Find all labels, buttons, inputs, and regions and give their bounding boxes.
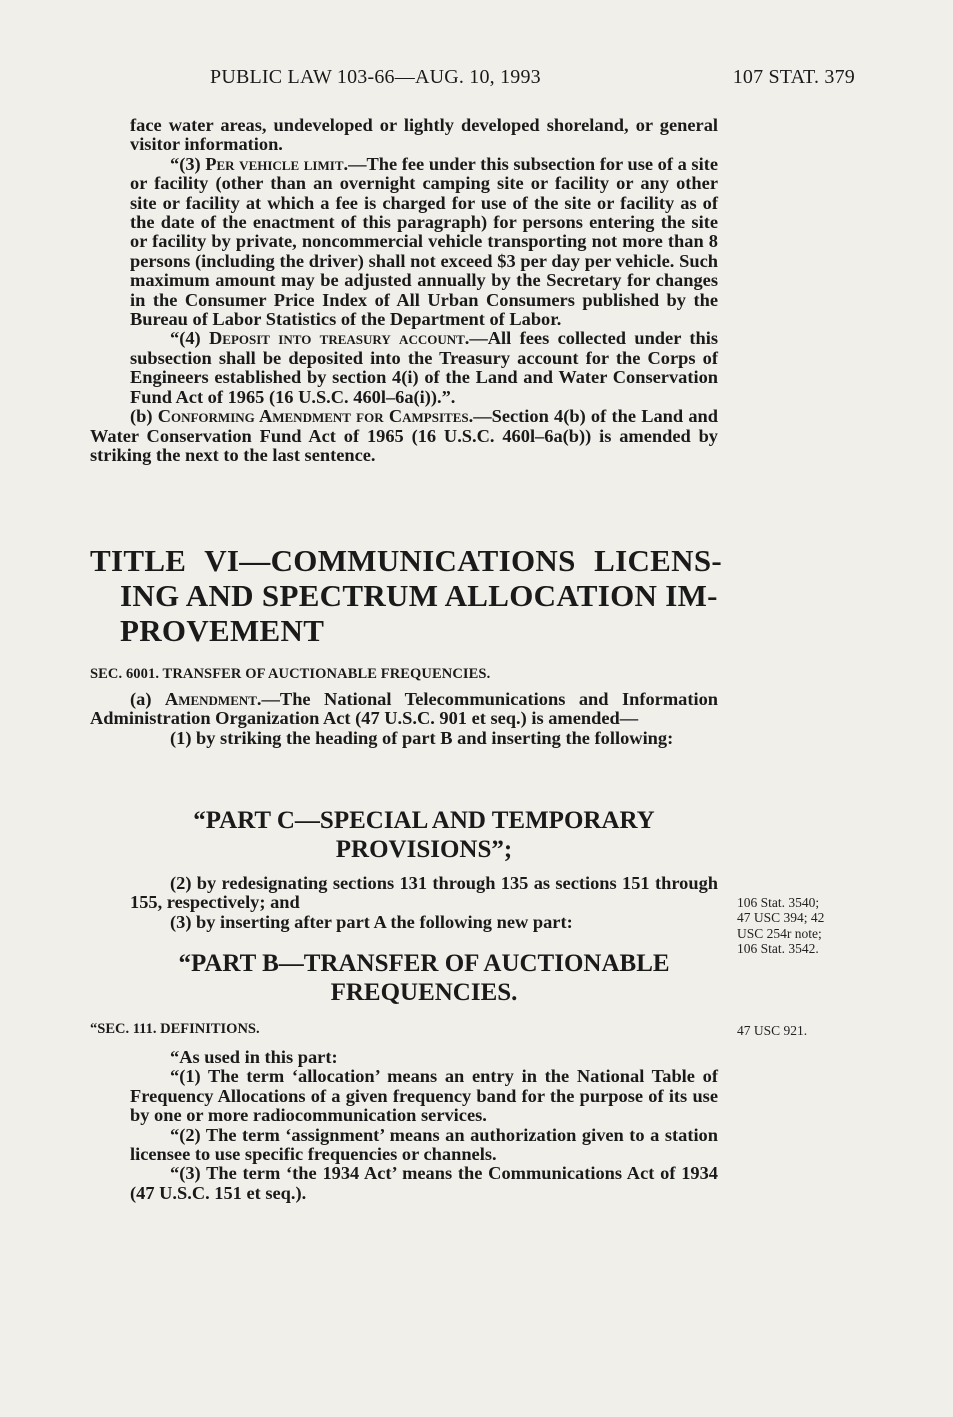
section-111-heading: “SEC. 111. DEFINITIONS. [90, 1021, 260, 1037]
definitions-intro: “As used in this part: [170, 1047, 338, 1067]
title-line: ING AND SPECTRUM ALLOCATION IM- [120, 578, 718, 613]
margin-note-citations: 106 Stat. 3540; 47 USC 394; 42 USC 254r note; 106 Stat. 3542. [737, 895, 825, 957]
definition-1934-act: “(3) The term ‘the 1934 Act’ means the Communications Act of 1934 (47 U.S.C. 151 et seq.). [130, 1163, 718, 1203]
definition-assignment: “(2) The term ‘assignment’ means an authorization given to a station licensee to use specific frequencies or channels. [130, 1124, 718, 1165]
header-law-citation: PUBLIC LAW 103-66—AUG. 10, 1993 [210, 66, 541, 88]
section-6001-body [90, 690, 718, 748]
section-6001-heading: SEC. 6001. TRANSFER OF AUCTIONABLE FREQUENCIES. [90, 666, 491, 682]
part-c-heading: “PART C—SPECIAL AND TEMPORARY PROVISIONS”; [193, 807, 655, 863]
title-line: PROVEMENT [120, 613, 325, 648]
title-vi-heading [90, 543, 722, 648]
subsection-amendment: (a) Amendment.—The National Telecommunications and Information Administration Organization Act (47 U.S.C. 901 et seq.) is amended— [90, 689, 718, 729]
paragraph-heading: Per vehicle limit. [205, 153, 349, 174]
header-stat-page: 107 STAT. 379 [732, 66, 855, 88]
part-b-heading: “PART B—TRANSFER OF AUCTIONABLE FREQUENCIES. [178, 950, 670, 1006]
amendment-item-1: (1) by striking the heading of part B and inserting the following: [170, 727, 674, 748]
continued-paragraph: face water areas, undeveloped or lightly developed shoreland, or general visitor information. [130, 115, 718, 155]
section-6001-items [90, 874, 718, 932]
paragraph-per-vehicle-limit: “(3) Per vehicle limit.—The fee under this subsection for use of a site or facility (other than an overnight camping site or facility or any other site or facility at which a fee is charged for use of the site or facility as of the date of the enactment of this paragraph) for persons entering the site or facility by private, noncommercial vehicle transporting not more than 8 persons (including the driver) shall not exceed $3 per day per vehicle. Such maximum amount may be adjusted annually by the Secretary for changes in the Consumer Price Index of All Urban Consumers published by the Bureau of Labor Statistics of the Department of Labor. [130, 153, 718, 330]
amendment-item-3: (3) by inserting after part A the following new part: [170, 911, 573, 932]
subsection-heading: Conforming Amendment for Campsites. [157, 406, 474, 427]
title-line: TITLE VI—COMMUNICATIONS LICENS- [90, 543, 722, 578]
paragraph-deposit-treasury: “(4) Deposit into treasury account.—All fees collected under this subsection shall be deposited into the Treasury account for the Corps of Engineers established by section 4(i) of the Land and Water Conservation Fund Act of 1965 (16 U.S.C. 460l–6a(i)).”. [130, 328, 718, 407]
fee-provisions-block [90, 116, 718, 465]
margin-note-921: 47 USC 921. [737, 1023, 808, 1038]
amendment-item-2: (2) by redesignating sections 131 through 135 as sections 151 through 155, respectively; and [130, 873, 718, 913]
paragraph-heading: Deposit into treasury account. [209, 328, 470, 349]
definition-allocation: “(1) The term ‘allocation’ means an entry in the National Table of Frequency Allocations of a given frequency band for the purpose of its use by one or more radiocommunication services. [130, 1066, 718, 1126]
subsection-heading: Amendment. [164, 689, 262, 709]
subsection-conforming-amendment: (b) Conforming Amendment for Campsites.—Section 4(b) of the Land and Water Conservation Fund Act of 1965 (16 U.S.C. 460l–6a(b)) is amended by striking the next to the last sentence. [90, 406, 719, 465]
definitions-body [90, 1048, 718, 1203]
